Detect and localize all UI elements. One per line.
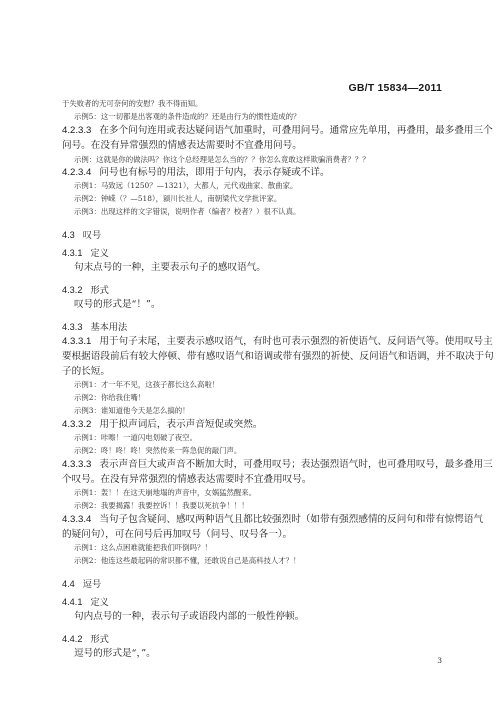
section-heading [62,594,442,608]
standard-code-header: GB/T 15834—2011 [348,82,442,94]
line-text: 示例2：咚！咚！咚！突然传来一阵急促的敲门声。 [74,446,242,455]
line-text: 示例1：轰！！在这天崩地塌的声音中，女娲猛然醒来。 [74,488,257,497]
example-line [74,181,442,191]
clause-number: 4.3.3.4 [62,514,92,525]
line-text: 示例2：他连这些最起码的常识都不懂，还敢说自己是高科技人才？！ [74,556,301,565]
example-line [62,99,442,109]
body-line [62,336,493,348]
body-line [62,419,442,431]
section-heading [62,245,442,259]
body-line [62,351,494,363]
body-line [62,125,493,137]
body-line [62,459,493,471]
line-text: 示例：这就是你的做法吗？你这个总经理是怎么当的？？你怎么竟敢这样欺骗消费者？？？ [74,155,370,164]
line-text: 的疑问句），可在问号后再加叹号（问号、叹号各一）。 [62,529,293,540]
body-line [62,366,442,378]
line-text: 示例2：钟嵘（？—518），颍川长社人，南朝梁代文学批评家。 [74,194,282,203]
line-text: 用于拟声词后，表示声音短促或突然。 [99,419,263,430]
line-text: 句内点号的一种，表示句子或语段内部的一般性停顿。 [74,611,305,622]
line-text: 示例1：才一年不见，这孩子都长这么高啦！ [74,380,220,389]
line-text: 示例1：这么点困难就能把我们吓倒吗？！ [74,543,212,552]
clause-number: 4.2.3.4 [62,167,92,178]
body-line [74,262,442,274]
line-text: 示例2：我要揭露！我要控诉！！我要以死抗争！！！ [74,501,249,510]
body-line [74,611,442,623]
line-text: 形式 [90,634,109,644]
example-line [74,501,442,511]
clause-number: 4.3.3.1 [62,336,92,347]
body-line [62,514,484,526]
section-heading [62,282,442,296]
example-line [74,380,442,390]
line-text: 示例3：谁知道他今天是怎么搞的！ [74,406,190,415]
example-line [74,433,442,443]
example-line [74,543,442,553]
line-text: 个叹号。在没有异常强烈的情感表达需要时不宜叠用叹号。 [62,474,312,485]
body-line [62,529,442,541]
clause-number: 4.3.3 [62,322,83,332]
body-line [74,648,442,660]
example-line [74,556,442,566]
clause-number: 4.3 [62,230,75,240]
line-text: 在多个问句连用或表达疑问语气加重时，可叠用问号。通常应先单用，再叠用，最多叠用三个 [99,125,493,136]
clause-number: 4.3.3.2 [62,419,92,430]
line-text: 表示声音巨大或声音不断加大时，可叠用叹号；表达强烈语气时，也可叠用叹号，最多叠用三 [99,459,493,470]
example-line [74,155,442,165]
example-line [74,446,442,456]
example-line [74,488,442,498]
body-line [62,167,442,179]
clause-number: 4.3.1 [62,248,83,258]
body-line [62,474,442,486]
line-text: 示例2：你给我住嘴！ [74,393,146,402]
example-line [74,406,442,416]
line-text: 定义 [90,597,109,607]
line-text: 示例5：这一切都是出客观的条件造成的？还是由行为的惯性造成的？ [74,112,301,121]
line-text: 用于句子末尾，主要表示感叹语气，有时也可表示强烈的祈使语气、反问语气等。使用叹号主 [99,336,493,347]
page-number: 3 [437,656,442,665]
body-line [62,140,442,152]
section-heading [62,227,442,241]
line-text: 当句子包含疑问、感叹两种语气且都比较强烈时（如带有强烈感情的反问句和带有惊愕语气 [99,514,484,525]
example-line [74,207,442,217]
body-line [74,299,442,311]
section-heading [62,631,442,645]
line-text: 示例1：咔嚓！一道闪电划破了夜空。 [74,433,197,442]
section-heading [62,319,442,333]
line-text: 句末点号的一种，主要表示句子的感叹语气。 [74,262,266,273]
line-text: 叹号 [82,230,102,240]
line-text: 要根据语段前后有较大停顿、带有感叹语气和语调或带有强烈的祈使、反问语气和语调，并不取决于句 [62,351,494,362]
line-text: 问号也有标号的用法，即用于句内，表示存疑或不详。 [99,167,330,178]
section-heading [62,576,442,590]
example-line [74,194,442,204]
clause-number: 4.4 [62,579,75,589]
line-text: 逗号的形式是“，”。 [74,648,156,659]
clause-number: 4.4.2 [62,634,83,644]
example-line [74,112,442,122]
line-text: 示例3：出现这样的文字错误，说明作者（编者？校者？）很不认真。 [74,207,301,216]
example-line [74,393,442,403]
line-text: 基本用法 [90,322,128,332]
line-text: 逗号 [82,579,102,589]
line-text: 叹号的形式是“！”。 [74,299,161,310]
line-text: 子的长短。 [62,366,110,377]
clause-number: 4.2.3.3 [62,125,92,136]
line-text: 形式 [90,285,109,295]
clause-number: 4.3.3.3 [62,459,92,470]
line-text: 定义 [90,248,109,258]
line-text: 于失败者的无可奈何的安慰？我不得而知。 [62,99,203,108]
line-text: 问号。在没有异常强烈的情感表达需要时不宜叠用问号。 [62,140,302,151]
clause-number: 4.3.2 [62,285,83,295]
line-text: 示例1：马致远（1250？—1321），大都人，元代戏曲家、散曲家。 [74,181,298,190]
clause-number: 4.4.1 [62,597,83,607]
